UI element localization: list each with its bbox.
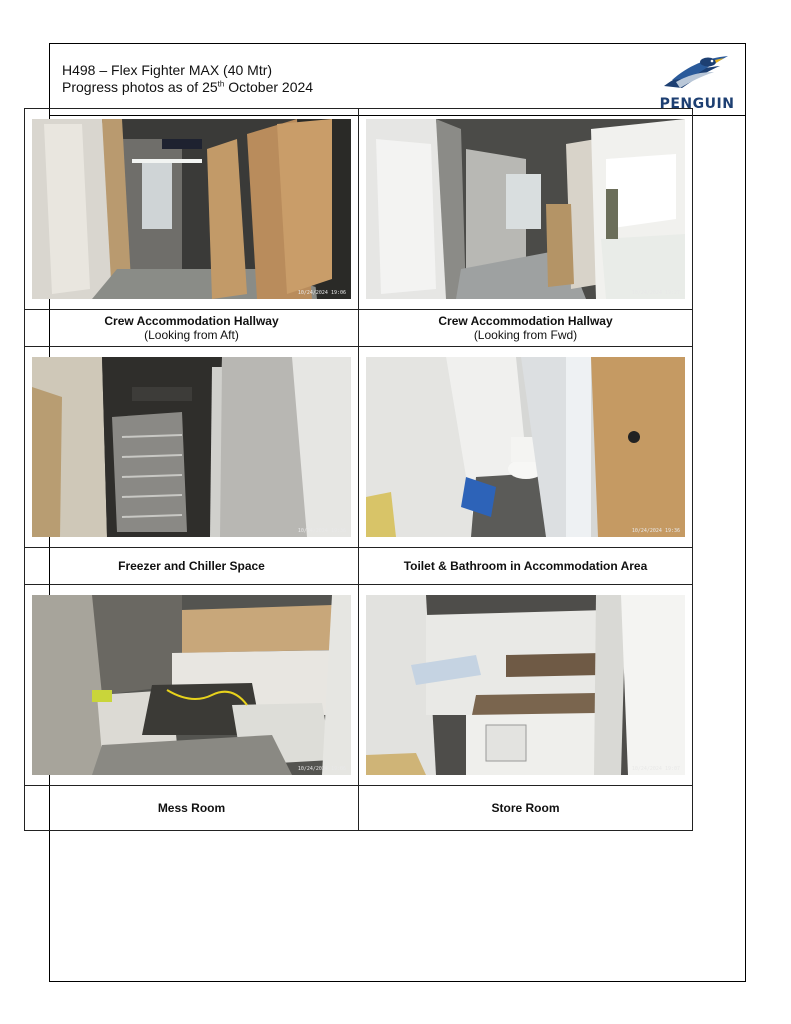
photo-hallway-fwd <box>366 119 685 299</box>
photo-cell <box>359 347 693 548</box>
caption-subtitle: (Looking from Fwd) <box>473 328 578 342</box>
photo-timestamp: 10/24/2024 19:36 <box>631 528 680 534</box>
photo-cell <box>25 109 359 310</box>
title-line-2 <box>62 79 313 96</box>
photo-cell <box>359 109 693 310</box>
photo-toilet-bathroom <box>366 357 685 537</box>
photo-freezer-chiller <box>32 357 351 537</box>
title-date-suffix: October 2024 <box>224 79 314 95</box>
caption-cell <box>359 548 693 585</box>
page-title <box>62 62 313 96</box>
caption-subtitle: (Looking from Aft) <box>144 328 239 342</box>
photo-timestamp: 10/24/2024 19:06 <box>297 290 346 296</box>
penguin-logo-icon <box>662 52 732 92</box>
photo-hallway-aft <box>32 119 351 299</box>
caption-title: Crew Accommodation Hallway <box>104 314 279 328</box>
caption-title: Mess Room <box>157 801 226 815</box>
page-header <box>50 44 745 116</box>
photo-cell <box>359 585 693 786</box>
title-date-sup: th <box>217 79 225 89</box>
photo-grid <box>24 108 693 831</box>
photo-cell <box>25 347 359 548</box>
photo-timestamp: 10/24/2024 19:27 <box>631 290 680 296</box>
caption-title: Crew Accommodation Hallway <box>438 314 613 328</box>
photo-mess-room <box>32 595 351 775</box>
caption-title: Freezer and Chiller Space <box>118 559 265 573</box>
penguin-logo <box>657 52 737 112</box>
title-line-1: H498 – Flex Fighter MAX (40 Mtr) <box>62 62 273 78</box>
caption-cell <box>359 310 693 347</box>
photo-timestamp: 10/24/2024 19:07 <box>631 766 680 772</box>
caption-cell <box>25 548 359 585</box>
caption-cell <box>25 786 359 831</box>
caption-title: Toilet & Bathroom in Accommodation Area <box>403 559 648 573</box>
caption-title: Store Room <box>491 801 560 815</box>
photo-store-room <box>366 595 685 775</box>
photo-timestamp: 10/24/2024 19:06 <box>297 766 346 772</box>
logo-text: PENGUIN <box>659 96 735 112</box>
caption-cell <box>359 786 693 831</box>
photo-cell <box>25 585 359 786</box>
photo-timestamp: 10/24/2024 19:36 <box>297 528 346 534</box>
title-date-prefix: Progress photos as of 25 <box>62 79 218 95</box>
caption-cell <box>25 310 359 347</box>
